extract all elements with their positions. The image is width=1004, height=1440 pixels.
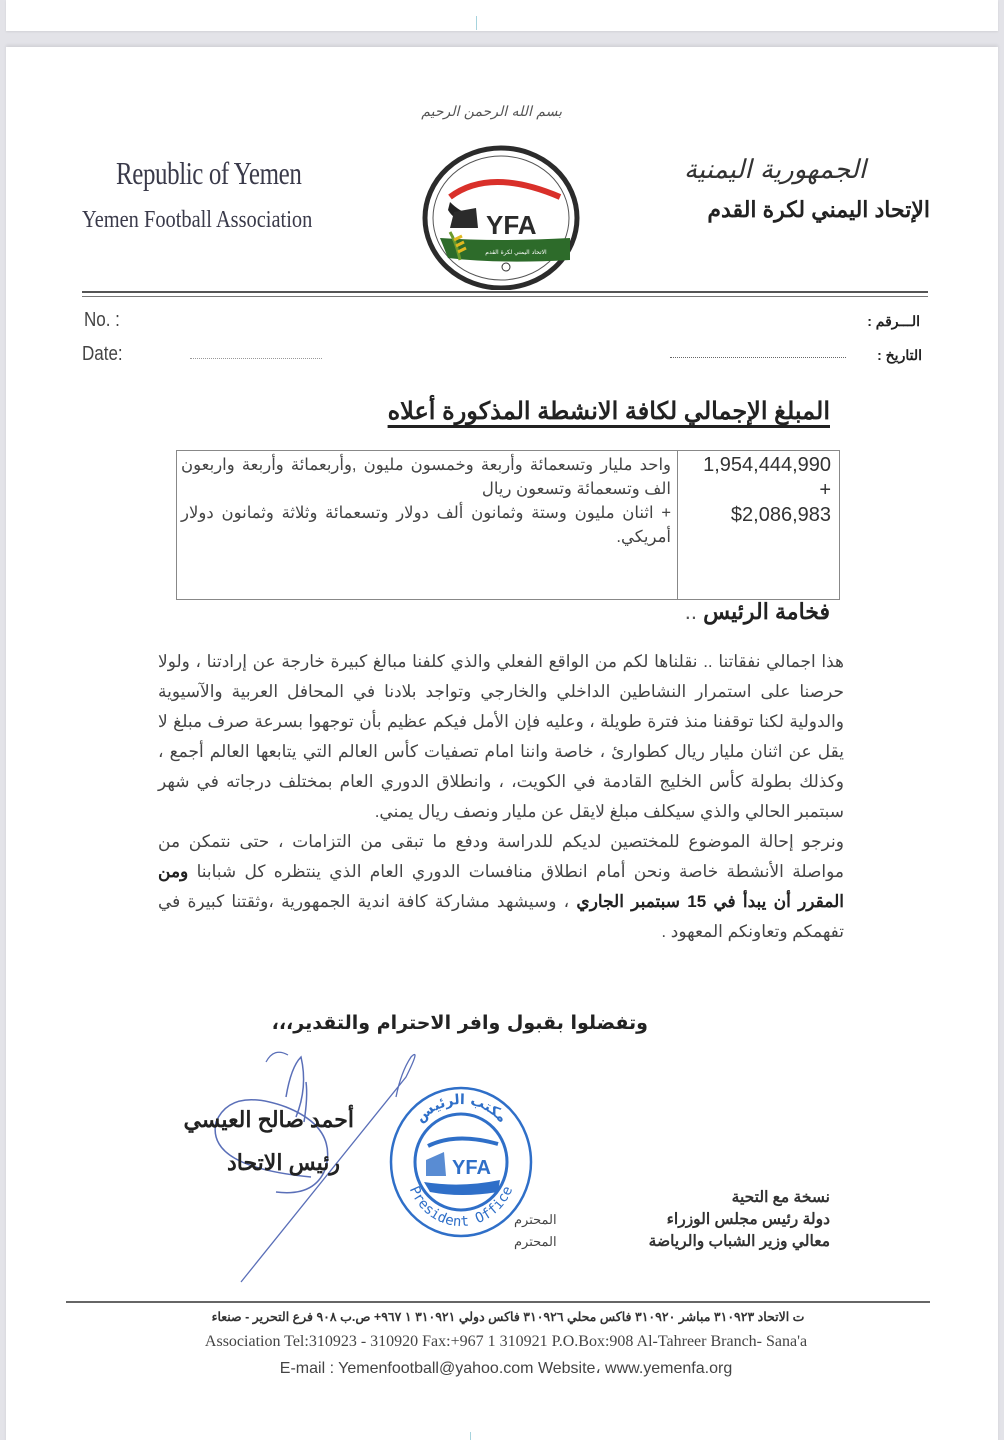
header-divider-thin — [82, 296, 928, 297]
header-divider — [82, 291, 928, 293]
copy-to-heading: نسخة مع التحية — [731, 1189, 830, 1206]
honorific-1: المحترم — [514, 1212, 557, 1227]
body-paragraph-1: هذا اجمالي نفقاتنا .. نقلناها لكم من الواقع الفعلي والذي كلفنا مبالغ كبيرة خارجة عن إرادتنا ، ولولا حرصنا على استمرار النشاطين الداخلي والخارجي وتواجد بلادنا في المحافل العربية والآسيوية والدولية لكنا توقفنا منذ فترة طويلة ، وعليه فإن الأمل فيكم عظيم بأن توجهوا بسرعة صرف مبلغ لا يقل عن اثنان مليار ريال كطوارئ ، خاصة واننا امام تصفيات كأس العالم التي يتابعها العالم أجمع ، وكذلك بطولة كأس الخليج القادمة في الكويت، ، وانطلاق الدوري العام بمختلف درجاته في شهر سبتمبر الحالي والذي سيكلف مبلغ لايقل عن مليار ونصف ريال يمني. — [158, 652, 844, 821]
letter-page — [6, 47, 998, 1440]
honorifics — [514, 1209, 557, 1253]
amount-figures-cell — [678, 451, 840, 600]
svg-text:YFA: YFA — [452, 1157, 491, 1179]
footer-divider — [66, 1301, 930, 1303]
signatory-name: أحمد صالح العيسي — [183, 1107, 354, 1132]
svg-text:الاتحاد اليمني لكرة القدم: الاتحاد اليمني لكرة القدم — [485, 249, 547, 256]
body-paragraph-2 — [158, 827, 844, 947]
copy-to-prime-minister: دولة رئيس مجلس الوزراء — [666, 1211, 830, 1228]
page-marker — [476, 16, 477, 30]
usd-amount-words: + اثنان مليون وستة وثمانون ألف دولار وتسعمائة وثلاثة وثمانون دولار أمريكي. — [181, 504, 671, 546]
page-marker-bottom — [470, 1432, 471, 1440]
date-field-line — [190, 358, 322, 359]
basmala: بسم الله الرحمن الرحيم — [421, 104, 562, 120]
en-republic-title: Republic of Yemen — [116, 155, 302, 191]
ar-republic-title: الجمهورية اليمنية — [683, 155, 866, 185]
signatory-title: رئيس الاتحاد — [226, 1150, 340, 1175]
riyal-amount-words: واحد مليار وتسعمائة وأربعة وخمسون مليون ,وأربعمائة وأربعة واربعون الف وتسعمائة وتسعون ريال — [181, 456, 671, 498]
footer-contact-english: Association Tel:310923 - 310920 Fax:+967 1 310921 P.O.Box:908 Al-Tahreer Branch- Sana'a — [204, 1333, 808, 1350]
usd-amount: $2,086,983 — [730, 504, 831, 526]
date-label: Date: — [82, 343, 123, 365]
en-association-title: Yemen Football Association — [82, 207, 313, 233]
footer-contact-arabic: ت الاتحاد ٣١٠٩٢٣ مباشر ٣١٠٩٢٠ فاكس محلي ٣١٠٩٢٦ فاكس دولي ٣١٠٩٢١ ١ ٩٦٧+ ص.ب ٩٠٨ فرع التحرير - صنعاء — [211, 1310, 805, 1324]
body-paragraph-2-end: ، وسيشهد مشاركة كافة اندية الجمهورية ،وثقتنا كبيرة في تفهمكم وتعاونكم المعهود . — [158, 892, 844, 941]
ar-date-label: التاريخ : — [877, 347, 922, 363]
svg-text:President Office: President Office — [405, 1183, 517, 1231]
yfa-logo — [420, 142, 582, 290]
plus-sign: + — [819, 479, 831, 501]
letter-body — [158, 647, 844, 947]
ar-date-field-line — [670, 357, 846, 358]
ar-reference-number-label: الـــرقم : — [867, 313, 920, 329]
svg-text:مكتب الرئيس: مكتب الرئيس — [412, 1091, 510, 1126]
salutation — [685, 599, 830, 625]
footer-email-website: E-mail : Yemenfootball@yahoo.com Website، www.yemenfa.org — [279, 1360, 733, 1377]
salutation-text: فخامة الرئيس — [703, 599, 830, 624]
amount-table — [176, 450, 840, 600]
league-start-date-emphasis: ومن المقرر أن يبدأ في 15 سبتمبر الجاري — [158, 862, 844, 911]
riyal-amount: 1,954,444,990 — [703, 454, 831, 476]
closing-remark: وتفضلوا بقبول وافر الاحترام والتقدير،،، — [271, 1012, 648, 1034]
total-amount-heading: المبلغ الإجمالي لكافة الانشطة المذكورة أعلاه — [387, 398, 830, 425]
honorific-2: المحترم — [514, 1234, 557, 1249]
previous-page-edge — [6, 0, 998, 31]
salutation-dots: .. — [684, 599, 704, 624]
svg-text:YFA: YFA — [486, 210, 537, 240]
copy-to-sports-minister: معالي وزير الشباب والرياضة — [648, 1233, 830, 1250]
copy-to-list — [649, 1187, 830, 1253]
body-paragraph-2-start: ونرجو إحالة الموضوع للمختصين لديكم للدراسة ودفع ما تبقى من التزامات ، حتى نتمكن من مواصلة الأنشطة خاصة ونحن أمام انطلاق منافسات الدوري العام الذي ينتظره كل شبابنا — [158, 832, 844, 881]
ar-association-title: الإتحاد اليمني لكرة القدم — [707, 197, 930, 222]
reference-number-label: No. : — [84, 309, 120, 331]
amount-words-cell — [177, 451, 678, 600]
